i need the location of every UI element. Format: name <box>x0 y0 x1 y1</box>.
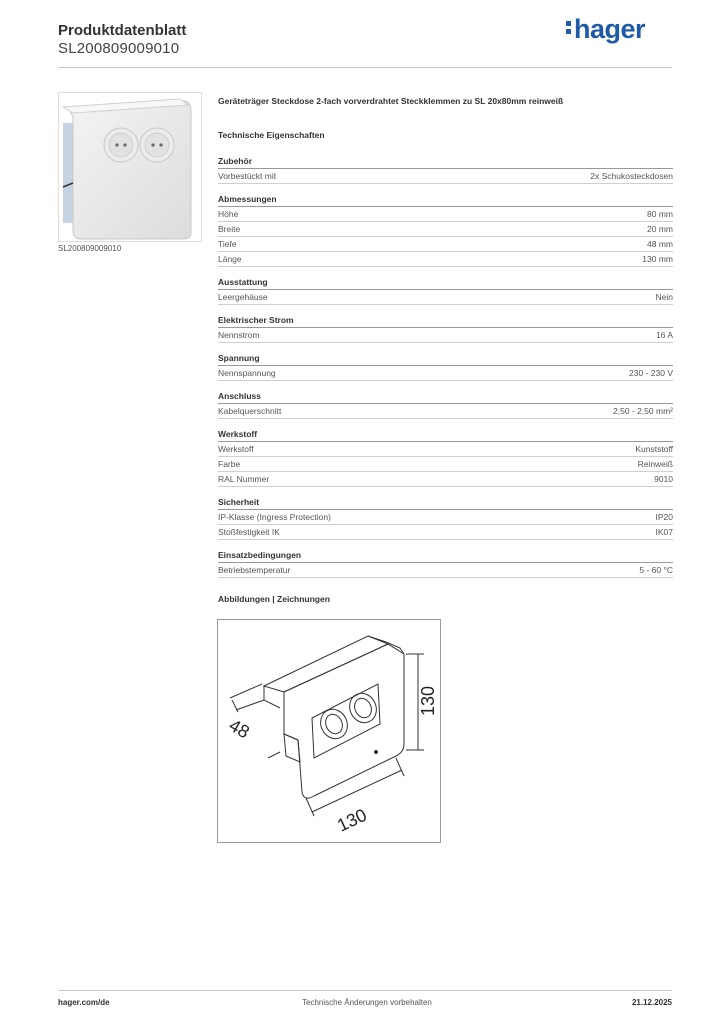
spec-key: RAL Nummer <box>218 474 270 484</box>
spec-value: 5 - 60 °C <box>639 565 673 575</box>
specs-section <box>218 96 673 604</box>
product-description: Geräteträger Steckdose 2-fach vorverdrahtet Steckklemmen zu SL 20x80mm reinweiß <box>218 96 564 106</box>
spec-value: 230 - 230 V <box>629 368 673 378</box>
spec-key: Betriebstemperatur <box>218 565 291 575</box>
logo-dots-icon <box>566 18 572 37</box>
spec-key: Nennstrom <box>218 330 260 340</box>
spec-value: 130 mm <box>642 254 673 264</box>
dim-depth-label: 48 <box>225 715 253 743</box>
spec-key: Vorbestückt mit <box>218 171 277 181</box>
spec-value: Reinweiß <box>637 459 673 469</box>
spec-row <box>218 366 673 381</box>
spec-group-title: Spannung <box>218 353 673 366</box>
spec-group-title: Abmessungen <box>218 194 673 207</box>
spec-value: Nein <box>655 292 673 302</box>
footer-divider <box>58 990 672 991</box>
spec-row <box>218 525 673 540</box>
figures-heading: Abbildungen | Zeichnungen <box>218 594 330 604</box>
spec-value: 16 A <box>655 330 673 340</box>
spec-key: Höhe <box>218 209 239 219</box>
spec-key: Breite <box>218 224 241 234</box>
spec-value: 2,50 - 2,50 mm² <box>613 406 673 416</box>
spec-row <box>218 563 673 578</box>
spec-value: 80 mm <box>647 209 673 219</box>
spec-key: IP-Klasse (Ingress Protection) <box>218 512 331 522</box>
dimension-drawing <box>217 619 441 843</box>
dim-length-label: 130 <box>334 804 370 836</box>
product-photo <box>58 92 202 242</box>
spec-row <box>218 472 673 487</box>
spec-group-title: Einsatzbedingungen <box>218 550 673 563</box>
spec-group <box>218 156 673 184</box>
spec-row <box>218 404 673 419</box>
spec-key: Stoßfestigkeit IK <box>218 527 280 537</box>
dimension-drawing-svg <box>218 620 440 842</box>
spec-value: Kunststoff <box>635 444 673 454</box>
spec-row <box>218 252 673 267</box>
spec-row <box>218 457 673 472</box>
dim-height-label: 130 <box>418 685 438 716</box>
photo-caption: SL200809009010 <box>58 244 122 253</box>
product-photo-image <box>59 93 201 241</box>
spec-row <box>218 442 673 457</box>
spec-value: IP20 <box>655 512 673 522</box>
spec-group-title: Anschluss <box>218 391 673 404</box>
footer-date: 21.12.2025 <box>631 998 672 1007</box>
spec-key: Leergehäuse <box>218 292 268 302</box>
footer-website[interactable]: hager.com/de <box>58 998 110 1007</box>
spec-value: 20 mm <box>647 224 673 234</box>
spec-group <box>218 429 673 487</box>
spec-group <box>218 277 673 305</box>
logo-text: hager <box>574 14 646 44</box>
tech-properties-heading: Technische Eigenschaften <box>218 130 325 140</box>
spec-row <box>218 290 673 305</box>
spec-row <box>218 169 673 184</box>
spec-group <box>218 194 673 267</box>
spec-value: 2x Schukosteckdosen <box>590 171 673 181</box>
spec-group-title: Sicherheit <box>218 497 673 510</box>
spec-value: 48 mm <box>647 239 673 249</box>
header-divider <box>58 67 672 68</box>
spec-group <box>218 550 673 578</box>
document-title: Produktdatenblatt <box>58 22 187 39</box>
spec-row <box>218 328 673 343</box>
spec-group-title: Ausstattung <box>218 277 673 290</box>
spec-row <box>218 207 673 222</box>
spec-row <box>218 510 673 525</box>
spec-key: Tiefe <box>218 239 237 249</box>
spec-row <box>218 237 673 252</box>
spec-group-title: Werkstoff <box>218 429 673 442</box>
spec-value: IK07 <box>655 527 673 537</box>
spec-group <box>218 315 673 343</box>
spec-group-title: Elektrischer Strom <box>218 315 673 328</box>
spec-group-title: Zubehör <box>218 156 673 169</box>
spec-group <box>218 391 673 419</box>
spec-row <box>218 222 673 237</box>
hager-logo <box>566 14 645 45</box>
article-number: SL200809009010 <box>58 40 180 57</box>
spec-group <box>218 497 673 540</box>
spec-groups <box>218 156 673 578</box>
spec-key: Kabelquerschnitt <box>218 406 282 416</box>
spec-key: Nennspannung <box>218 368 276 378</box>
spec-key: Werkstoff <box>218 444 254 454</box>
spec-key: Farbe <box>218 459 241 469</box>
footer-note: Technische Änderungen vorbehalten <box>302 998 432 1007</box>
spec-group <box>218 353 673 381</box>
spec-value: 9010 <box>654 474 673 484</box>
spec-key: Länge <box>218 254 242 264</box>
